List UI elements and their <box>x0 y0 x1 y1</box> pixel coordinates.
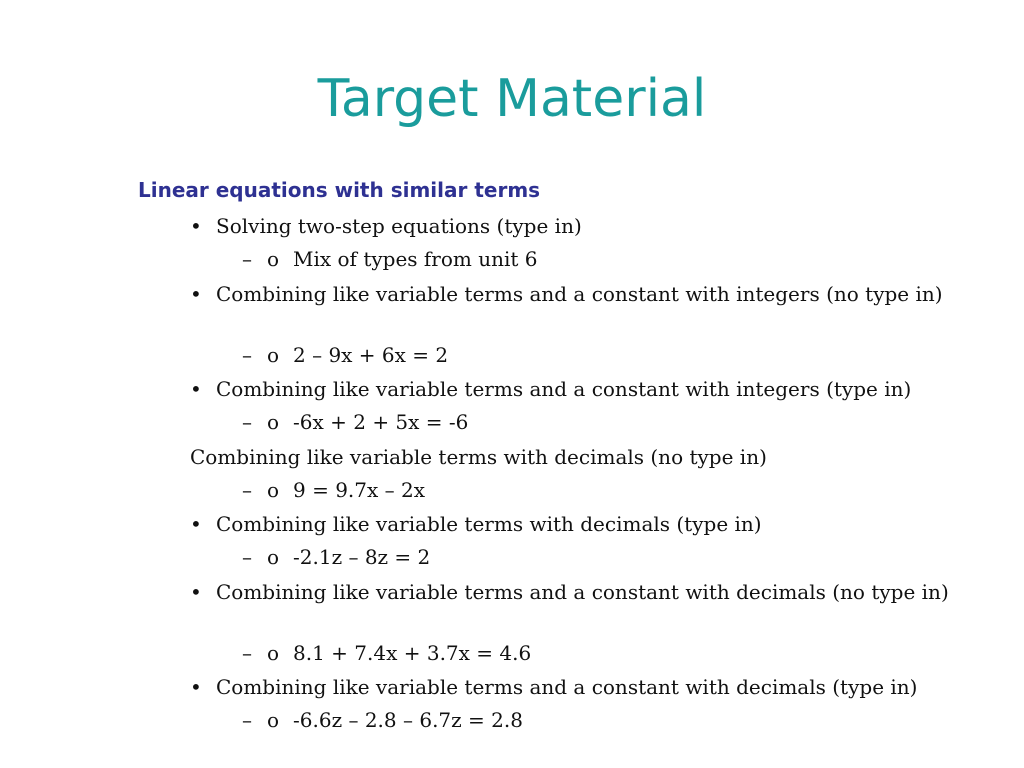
dash-icon: – <box>242 343 252 367</box>
bullet-text: Combining like variable terms with decimals (type in) <box>216 512 762 536</box>
sub-item <box>242 476 962 504</box>
bullet-text: Combining like variable terms and a constant with decimals (type in) <box>216 675 918 699</box>
sub-item <box>242 706 962 734</box>
circle-bullet-icon: o <box>267 410 280 434</box>
example-text: -6x + 2 + 5x = -6 <box>293 410 469 434</box>
bullet-item <box>190 578 980 606</box>
dash-icon: – <box>242 708 252 732</box>
circle-bullet-icon: o <box>267 478 280 502</box>
dash-icon: – <box>242 478 252 502</box>
bullet-item <box>190 375 980 403</box>
slide-title: Target Material <box>317 69 707 129</box>
bullet-item <box>190 280 980 308</box>
bullet-item <box>190 212 980 240</box>
circle-bullet-icon: o <box>267 545 280 569</box>
bullet-text: Combining like variable terms and a constant with decimals (no type in) <box>216 580 949 604</box>
item-text: Combining like variable terms with decimals (no type in) <box>190 445 767 469</box>
sub-item <box>242 639 962 667</box>
dash-icon: – <box>242 410 252 434</box>
sub-item <box>242 341 962 369</box>
example-text: -6.6z – 2.8 – 6.7z = 2.8 <box>293 708 523 732</box>
example-text: 2 – 9x + 6x = 2 <box>293 343 449 367</box>
example-text: 9 = 9.7x – 2x <box>293 478 426 502</box>
bullet-icon: • <box>190 282 202 306</box>
bullet-item <box>190 673 980 701</box>
plain-item <box>190 443 990 471</box>
example-text: -2.1z – 8z = 2 <box>293 545 431 569</box>
slide-subtitle: Linear equations with similar terms <box>138 178 541 202</box>
bullet-icon: • <box>190 214 202 238</box>
example-text: Mix of types from unit 6 <box>293 247 538 271</box>
circle-bullet-icon: o <box>267 343 280 367</box>
bullet-text: Solving two-step equations (type in) <box>216 214 582 238</box>
bullet-icon: • <box>190 377 202 401</box>
bullet-item <box>190 510 980 538</box>
dash-icon: – <box>242 247 252 271</box>
dash-icon: – <box>242 641 252 665</box>
bullet-text: Combining like variable terms and a constant with integers (type in) <box>216 377 912 401</box>
sub-item <box>242 408 962 436</box>
bullet-text: Combining like variable terms and a constant with integers (no type in) <box>216 282 943 306</box>
circle-bullet-icon: o <box>267 641 280 665</box>
bullet-icon: • <box>190 512 202 536</box>
dash-icon: – <box>242 545 252 569</box>
sub-item <box>242 543 962 571</box>
bullet-icon: • <box>190 580 202 604</box>
circle-bullet-icon: o <box>267 247 280 271</box>
circle-bullet-icon: o <box>267 708 280 732</box>
example-text: 8.1 + 7.4x + 3.7x = 4.6 <box>293 641 532 665</box>
sub-item <box>242 245 962 273</box>
bullet-icon: • <box>190 675 202 699</box>
